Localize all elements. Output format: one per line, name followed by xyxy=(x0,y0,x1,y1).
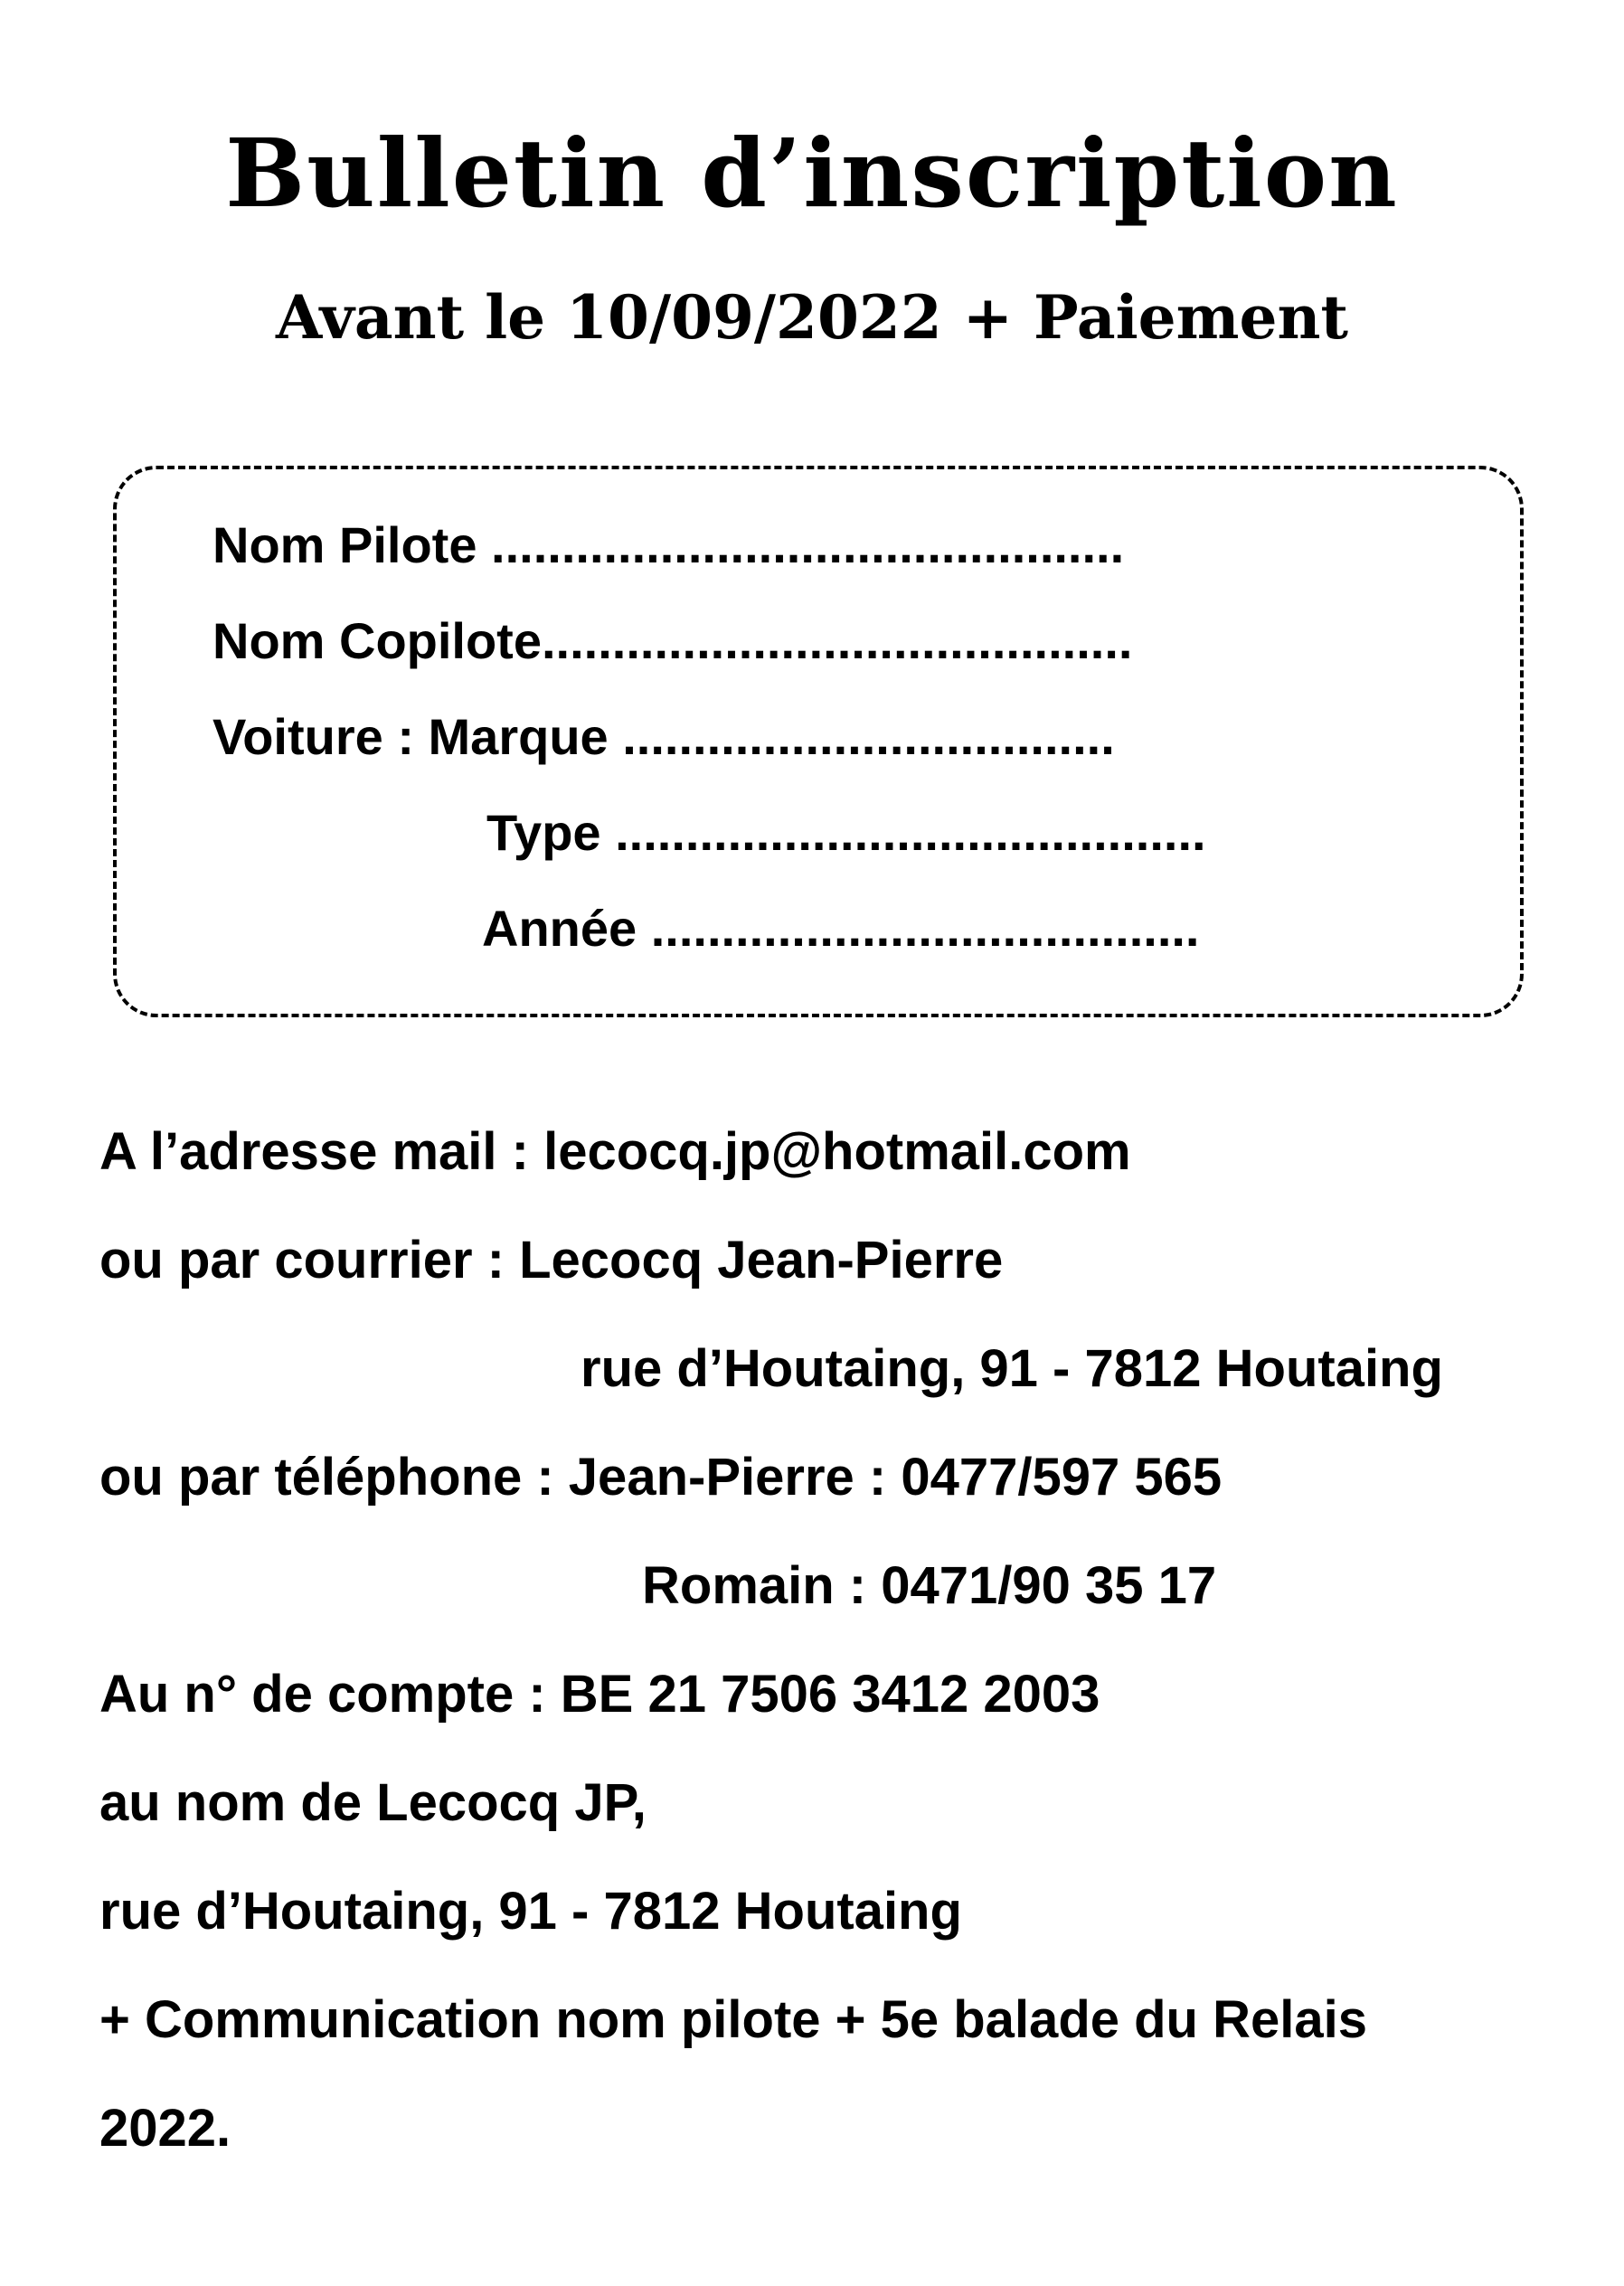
field-copilot-name: Nom Copilote.......................................... xyxy=(212,612,1133,669)
communication-year-line: 2022. xyxy=(99,2099,231,2158)
bank-account-line: Au n° de compte : BE 21 7506 3412 2003 xyxy=(99,1665,1100,1724)
email-line: A l’adresse mail : lecocq.jp@hotmail.com xyxy=(99,1122,1131,1181)
deadline-subtitle: Avant le 10/09/2022 + Paiement xyxy=(276,282,1348,353)
mail-line: ou par courrier : Lecocq Jean-Pierre xyxy=(99,1231,1004,1289)
phone-line: ou par téléphone : Jean-Pierre : 0477/597 565 xyxy=(99,1448,1223,1507)
phone-line-2: Romain : 0471/90 35 17 xyxy=(642,1556,1217,1615)
page-title: Bulletin d’inscription xyxy=(225,118,1399,229)
mail-address-line: rue d’Houtaing, 91 - 7812 Houtaing xyxy=(581,1339,1443,1398)
field-car-brand: Voiture : Marque ................................... xyxy=(212,708,1115,765)
account-holder-line: au nom de Lecocq JP, xyxy=(99,1773,647,1832)
field-pilot-name: Nom Pilote ............................................. xyxy=(212,516,1125,573)
field-car-year: Année ....................................... xyxy=(482,900,1200,957)
communication-line: + Communication nom pilote + 5e balade du Relais xyxy=(99,1990,1367,2049)
field-car-type: Type .......................................... xyxy=(486,804,1206,861)
account-address-line: rue d’Houtaing, 91 - 7812 Houtaing xyxy=(99,1882,962,1941)
